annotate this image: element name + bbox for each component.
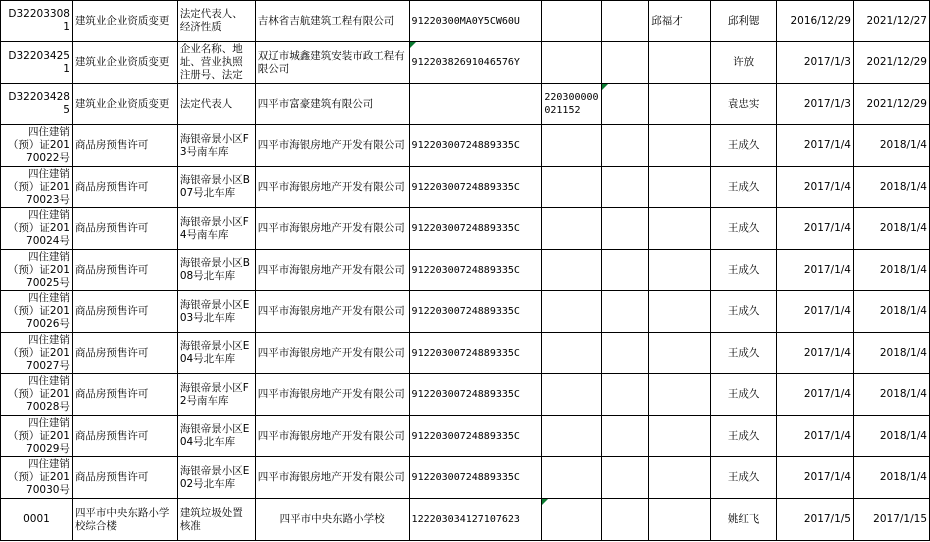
cell-type[interactable]: 商品房预售许可 [72,125,177,167]
cell-handler[interactable]: 王成久 [711,416,777,457]
cell-id[interactable]: 四住建销（预）证20170026号 [1,291,73,333]
cell-start-date[interactable]: 2016/12/29 [777,1,854,42]
cell-id[interactable]: D322034251 [1,42,73,84]
cell-company[interactable]: 四平市海银房地产开发有限公司 [255,125,409,167]
cell-id[interactable]: 四住建销（预）证20170024号 [1,208,73,250]
cell-type[interactable]: 建筑业企业资质变更 [72,42,177,84]
cell-credit-code[interactable]: 12220303412710762З [409,499,542,541]
cell-start-date[interactable]: 2017/1/3 [777,84,854,125]
cell-item[interactable]: 法定代表人 [177,84,255,125]
cell-type[interactable]: 建筑业企业资质变更 [72,1,177,42]
cell-type[interactable]: 商品房预售许可 [72,208,177,250]
cell-id[interactable]: 四住建销（预）证20170028号 [1,374,73,416]
cell-end-date[interactable]: 2018/1/4 [854,250,930,291]
cell-credit-code[interactable]: 91220300724889335C [409,291,542,333]
cell-end-date[interactable]: 2018/1/4 [854,125,930,167]
cell-reg-number[interactable] [542,291,602,333]
table-row [1,167,930,208]
cell-id[interactable]: 四住建销（预）证20170030号 [1,457,73,499]
cell-credit-code[interactable]: 91220300724889335C [409,208,542,250]
cell-item[interactable]: 海银帝景小区E02号北车库 [177,457,255,499]
cell-item[interactable]: 海银帝景小区F3号南车库 [177,125,255,167]
cell-type[interactable]: 建筑业企业资质变更 [72,84,177,125]
cell-extra[interactable] [602,1,649,42]
cell-start-date[interactable]: 2017/1/4 [777,167,854,208]
cell-item[interactable]: 海银帝景小区E03号北车库 [177,291,255,333]
cell-reg-number[interactable] [542,208,602,250]
cell-company[interactable]: 吉林省吉航建筑工程有限公司 [255,1,409,42]
cell-item[interactable]: 海银帝景小区B08号北车库 [177,250,255,291]
cell-end-date[interactable]: 2021/12/29 [854,42,930,84]
cell-id[interactable]: 四住建销（预）证20170025号 [1,250,73,291]
table-row [1,416,930,457]
cell-reg-number[interactable] [542,374,602,416]
cell-type[interactable]: 商品房预售许可 [72,416,177,457]
cell-extra[interactable] [602,42,649,84]
cell-credit-code[interactable]: 91220300724889335C [409,250,542,291]
table-row [1,250,930,291]
cell-end-date[interactable]: 2018/1/4 [854,457,930,499]
cell-legal-person[interactable] [649,499,711,541]
cell-reg-number[interactable] [542,167,602,208]
cell-company[interactable]: 四平市海银房地产开发有限公司 [255,374,409,416]
cell-handler[interactable]: 王成久 [711,333,777,374]
cell-company[interactable]: 四平市富豪建筑有限公司 [255,84,409,125]
table-row [1,291,930,333]
cell-extra[interactable] [602,457,649,499]
table-row [1,499,930,541]
cell-handler[interactable]: 王成久 [711,167,777,208]
cell-type[interactable]: 商品房预售许可 [72,250,177,291]
cell-start-date[interactable]: 2017/1/4 [777,333,854,374]
table-row [1,1,930,42]
cell-credit-code[interactable]: 91220300724889335C [409,374,542,416]
cell-extra[interactable] [602,499,649,541]
cell-handler[interactable]: 王成久 [711,208,777,250]
cell-credit-code[interactable]: 91220300MA0Y5CW60U [409,1,542,42]
cell-legal-person[interactable] [649,374,711,416]
cell-legal-person[interactable] [649,457,711,499]
cell-handler[interactable]: 邱利锶 [711,1,777,42]
cell-end-date[interactable]: 2018/1/4 [854,208,930,250]
table-row [1,374,930,416]
cell-type[interactable]: 商品房预售许可 [72,333,177,374]
cell-end-date[interactable]: 2018/1/4 [854,333,930,374]
cell-item[interactable]: 海银帝景小区E04号北车库 [177,416,255,457]
cell-item[interactable]: 海银帝景小区B07号北车库 [177,167,255,208]
cell-handler[interactable]: 许放 [711,42,777,84]
cell-id[interactable]: 四住建销（预）证20170029号 [1,416,73,457]
cell-start-date[interactable]: 2017/1/4 [777,208,854,250]
cell-legal-person[interactable] [649,416,711,457]
cell-extra[interactable] [602,416,649,457]
cell-id[interactable]: 四住建销（预）证20170027号 [1,333,73,374]
table-row [1,84,930,125]
cell-type[interactable]: 商品房预售许可 [72,374,177,416]
cell-end-date[interactable]: 2021/12/29 [854,84,930,125]
cell-credit-code[interactable]: 91220382691046576Y [409,42,542,84]
cell-item[interactable]: 海银帝景小区F2号南车库 [177,374,255,416]
cell-extra[interactable] [602,84,649,125]
cell-type[interactable]: 商品房预售许可 [72,291,177,333]
table-row [1,457,930,499]
cell-credit-code[interactable]: 91220300724889335C [409,457,542,499]
cell-start-date[interactable]: 2017/1/4 [777,291,854,333]
cell-start-date[interactable]: 2017/1/4 [777,457,854,499]
cell-reg-number[interactable] [542,457,602,499]
cell-company[interactable]: 四平市海银房地产开发有限公司 [255,416,409,457]
cell-end-date[interactable]: 2018/1/4 [854,416,930,457]
cell-reg-number[interactable] [542,1,602,42]
cell-reg-number[interactable]: 220300000021152 [542,84,602,125]
cell-handler[interactable]: 王成久 [711,374,777,416]
cell-reg-number[interactable] [542,499,602,541]
cell-extra[interactable] [602,167,649,208]
cell-item[interactable]: 海银帝景小区F4号南车库 [177,208,255,250]
cell-handler[interactable]: 王成久 [711,250,777,291]
cell-handler[interactable]: 王成久 [711,125,777,167]
cell-type[interactable]: 四平市中央东路小学校综合楼 [72,499,177,541]
cell-reg-number[interactable] [542,333,602,374]
cell-start-date[interactable]: 2017/1/3 [777,42,854,84]
cell-credit-code[interactable]: 91220300724889335C [409,125,542,167]
cell-id[interactable]: D322034285 [1,84,73,125]
cell-reg-number[interactable] [542,250,602,291]
cell-credit-code[interactable] [409,84,542,125]
table-row [1,333,930,374]
cell-end-date[interactable]: 2018/1/4 [854,291,930,333]
cell-item[interactable]: 建筑垃圾处置核准 [177,499,255,541]
cell-legal-person[interactable] [649,167,711,208]
cell-item[interactable]: 海银帝景小区E04号北车库 [177,333,255,374]
cell-end-date[interactable]: 2018/1/4 [854,374,930,416]
cell-start-date[interactable]: 2017/1/4 [777,416,854,457]
cell-end-date[interactable]: 2021/12/27 [854,1,930,42]
cell-company[interactable]: 四平市海银房地产开发有限公司 [255,167,409,208]
cell-extra[interactable] [602,125,649,167]
cell-extra[interactable] [602,333,649,374]
cell-handler[interactable]: 王成久 [711,291,777,333]
cell-start-date[interactable]: 2017/1/4 [777,125,854,167]
cell-credit-code[interactable]: 91220300724889335C [409,416,542,457]
cell-legal-person[interactable] [649,42,711,84]
cell-extra[interactable] [602,291,649,333]
cell-credit-code[interactable]: 91220300724889335C [409,333,542,374]
cell-id[interactable]: 四住建销（预）证20170023号 [1,167,73,208]
cell-handler[interactable]: 王成久 [711,457,777,499]
cell-reg-number[interactable] [542,125,602,167]
cell-start-date[interactable]: 2017/1/4 [777,250,854,291]
cell-id[interactable]: D322033081 [1,1,73,42]
cell-id[interactable]: 0001 [1,499,73,541]
cell-company[interactable]: 双辽市城鑫建筑安装市政工程有限公司 [255,42,409,84]
cell-reg-number[interactable] [542,42,602,84]
cell-company[interactable]: 四平市中央东路小学校 [255,499,409,541]
cell-type[interactable]: 商品房预售许可 [72,457,177,499]
cell-legal-person[interactable] [649,208,711,250]
cell-legal-person[interactable] [649,250,711,291]
cell-id[interactable]: 四住建销（预）证20170022号 [1,125,73,167]
cell-legal-person[interactable] [649,291,711,333]
cell-handler[interactable]: 姚红飞 [711,499,777,541]
cell-legal-person[interactable] [649,84,711,125]
cell-handler[interactable]: 袁忠实 [711,84,777,125]
cell-start-date[interactable]: 2017/1/4 [777,374,854,416]
cell-start-date[interactable]: 2017/1/5 [777,499,854,541]
cell-extra[interactable] [602,208,649,250]
cell-legal-person[interactable]: 邱福才 [649,1,711,42]
cell-legal-person[interactable] [649,333,711,374]
cell-company[interactable]: 四平市海银房地产开发有限公司 [255,208,409,250]
cell-type[interactable]: 商品房预售许可 [72,167,177,208]
cell-company[interactable]: 四平市海银房地产开发有限公司 [255,291,409,333]
cell-end-date[interactable]: 2017/1/15 [854,499,930,541]
table-row [1,125,930,167]
cell-company[interactable]: 四平市海银房地产开发有限公司 [255,250,409,291]
cell-reg-number[interactable] [542,416,602,457]
cell-item[interactable]: 法定代表人、经济性质 [177,1,255,42]
cell-extra[interactable] [602,374,649,416]
table-row [1,42,930,84]
table-row [1,208,930,250]
cell-end-date[interactable]: 2018/1/4 [854,167,930,208]
cell-credit-code[interactable]: 91220300724889335C [409,167,542,208]
table-body [1,1,930,541]
cell-legal-person[interactable] [649,125,711,167]
cell-item[interactable]: 企业名称、地址、营业执照注册号、法定 [177,42,255,84]
cell-company[interactable]: 四平市海银房地产开发有限公司 [255,333,409,374]
cell-company[interactable]: 四平市海银房地产开发有限公司 [255,457,409,499]
cell-extra[interactable] [602,250,649,291]
